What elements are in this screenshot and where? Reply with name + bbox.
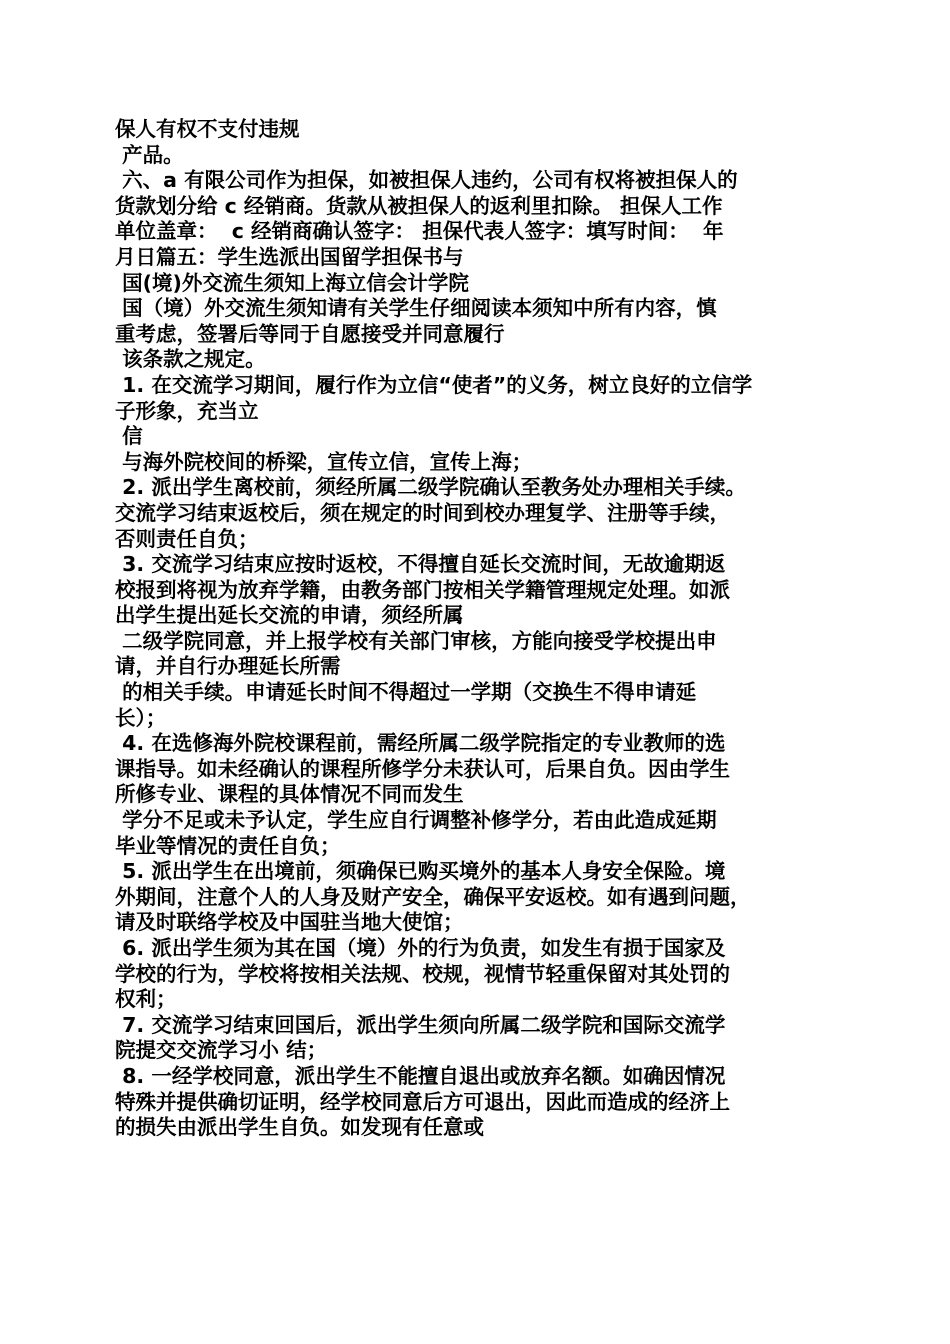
text-line: 产品。 — [115, 142, 184, 167]
text-line: 出学生提出延长交流的申请，须经所属 — [115, 603, 464, 628]
text-line: 6. 派出学生须为其在国（境）外的行为负责，如发生有损于国家及 — [115, 936, 726, 960]
text-line: 特殊并提供确切证明，经学校同意后方可退出，因此而造成的经济上 — [115, 1089, 730, 1114]
text-line: 7. 交流学习结束回国后，派出学生须向所属二级学院和国际交流学 — [115, 1012, 726, 1037]
text-line: 二级学院同意，并上报学校有关部门审核，方能向接受学校提出申 — [115, 628, 717, 653]
text-line: 该条款之规定。 — [115, 347, 266, 372]
text-line: 权利； — [115, 987, 177, 1012]
text-line: 8. 一经学校同意，派出学生不能擅自退出或放弃名额。如确因情况 — [115, 1063, 726, 1088]
text-line: 3. 交流学习结束应按时返校，不得擅自延长交流时间，无故逾期返 — [115, 552, 726, 577]
text-line: 货款划分给 c 经销商。货款从被担保人的返利里扣除。 担保人工作 — [115, 193, 723, 218]
text-line: 信 — [115, 424, 143, 449]
text-line: 5. 派出学生在出境前，须确保已购买境外的基本人身安全保险。境 — [115, 859, 726, 884]
text-line: 院提交交流学习小 结； — [115, 1038, 328, 1063]
text-line: 月日篇五：学生选派出国留学担保书与 — [115, 244, 464, 269]
text-line: 单位盖章： c 经销商确认签字： 担保代表人签字：填写时间： 年 — [115, 219, 724, 244]
text-line: 国（境）外交流生须知请有关学生仔细阅读本须知中所有内容，慎 — [115, 296, 717, 321]
text-line: 重考虑，签署后等同于自愿接受并同意履行 — [115, 321, 505, 346]
text-line: 课指导。如未经确认的课程所修学分未获认可，后果自负。因由学生 — [115, 756, 730, 781]
text-line: 校报到将视为放弃学籍，由教务部门按相关学籍管理规定处理。如派 — [115, 577, 730, 602]
text-line: 国(境)外交流生须知上海立信会计学院 — [115, 270, 469, 295]
text-line: 1. 在交流学习期间，履行作为立信“使者”的义务，树立良好的立信学 — [115, 372, 753, 397]
text-line: 外期间，注意个人的人身及财产安全，确保平安返校。如有遇到问题， — [115, 884, 751, 909]
text-line: 的损失由派出学生自负。如发现有任意或 — [115, 1115, 484, 1140]
text-line: 2. 派出学生离校前，须经所属二级学院确认至教务处办理相关手续。 — [115, 475, 746, 500]
text-line: 请及时联络学校及中国驻当地大使馆； — [115, 910, 464, 935]
text-line: 学校的行为，学校将按相关法规、校规，视情节轻重保留对其处罚的 — [115, 961, 730, 986]
text-line: 子形象，充当立 — [115, 398, 259, 423]
text-line: 学分不足或未予认定，学生应自行调整补修学分，若由此造成延期 — [115, 808, 717, 833]
document-page — [115, 117, 850, 1141]
text-line: 与海外院校间的桥梁，宣传立信，宣传上海； — [115, 449, 533, 474]
text-line: 4. 在选修海外院校课程前，需经所属二级学院指定的专业教师的选 — [115, 731, 726, 756]
text-line: 保人有权不支付违规 — [115, 117, 300, 141]
text-line: 所修专业、课程的具体情况不同而发生 — [115, 782, 464, 807]
text-line: 长）； — [115, 705, 167, 730]
text-line: 毕业等情况的责任自负； — [115, 833, 341, 858]
text-line: 六、a 有限公司作为担保，如被担保人违约，公司有权将被担保人的 — [115, 168, 738, 193]
text-line: 请，并自行办理延长所需 — [115, 654, 341, 679]
text-line: 交流学习结束返校后，须在规定的时间到校办理复学、注册等手续， — [115, 500, 730, 525]
text-line: 的相关手续。申请延长时间不得超过一学期（交换生不得申请延 — [115, 680, 697, 705]
text-line: 否则责任自负； — [115, 526, 259, 551]
